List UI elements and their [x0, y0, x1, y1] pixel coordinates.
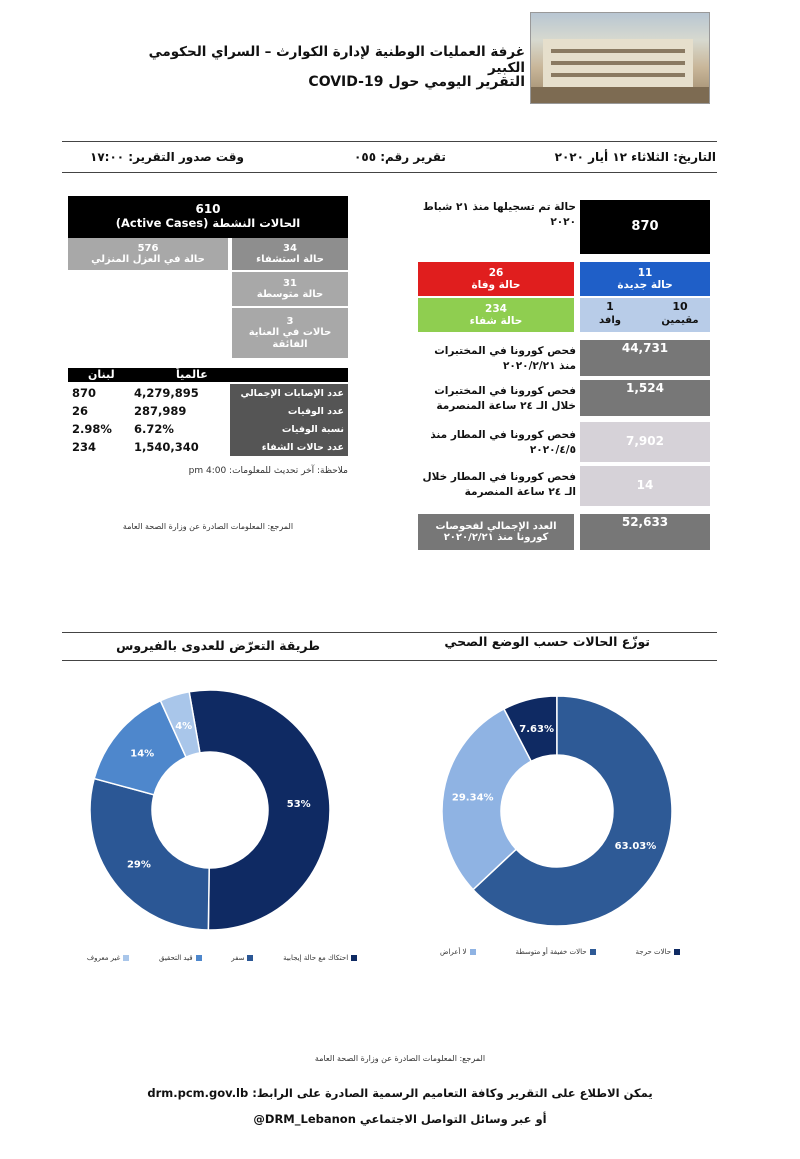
moderate-box	[232, 272, 348, 306]
active-cases-box	[68, 196, 348, 238]
header-title: غرفة العمليات الوطنية لإدارة الكوارث – السراي الحكومي الكبير	[148, 44, 525, 76]
stats-header	[68, 368, 348, 382]
stat-global: 287,989	[134, 404, 187, 418]
donut-slice-0-0	[189, 690, 330, 930]
stat-label: عدد حالات الشفاء	[230, 438, 348, 456]
test-value: 1,524	[580, 380, 710, 416]
grand-serail-photo	[530, 12, 710, 104]
new-cases-box	[580, 262, 710, 296]
donut-label-0-3: 4%	[175, 720, 193, 732]
test-label: فحص كورونا في المطار منذ ٢٠٢٠/٤/٥	[430, 429, 576, 456]
recovered-box	[418, 298, 574, 332]
new-cases-label: حالة جديدة	[617, 279, 673, 291]
stat-global: 1,540,340	[134, 440, 199, 454]
legend-item-0-3	[87, 952, 130, 964]
legend-label: حالات خفيفة أو متوسطة	[515, 948, 587, 956]
charts-divider	[62, 632, 717, 633]
legend-label: لا أعراض	[439, 948, 467, 956]
test-value: 14	[580, 466, 710, 506]
table-row	[68, 438, 348, 456]
stats-header-lebanon: لبنان	[88, 368, 115, 381]
legend-swatch	[674, 949, 680, 955]
stat-lebanon: 26	[72, 404, 89, 418]
test-total-label: العدد الإجمالي لفحوصات كورونا منذ ٢٠٢٠/٢/٢١	[418, 514, 574, 550]
deaths-box	[418, 262, 574, 296]
critical-value: 3	[286, 315, 294, 327]
footer-source: المرجع: المعلومات الصادرة عن وزارة الصحة العامة	[314, 1054, 486, 1063]
legend-label: حالات حرجة	[635, 948, 672, 956]
legend-label: قيد التحقيق	[158, 954, 193, 962]
residents-arrivals-box	[580, 298, 710, 332]
new-cases-value: 11	[637, 266, 653, 279]
hospitalized-box	[232, 238, 348, 270]
deaths-value: 26	[488, 266, 504, 279]
legend-item-0-1	[231, 952, 253, 964]
donut-label-0-2: 14%	[130, 748, 155, 760]
meta-divider	[62, 172, 717, 173]
legend-label: غير معروف	[86, 954, 121, 962]
arrivals-value: 1	[606, 300, 614, 313]
donut-slice-0-1	[90, 779, 209, 930]
exposure-donut-chart	[80, 680, 340, 940]
active-cases-value: 610	[195, 202, 221, 217]
report-date: التاريخ: الثلاثاء ١٢ أيار ٢٠٢٠	[554, 150, 716, 164]
exposure-legend	[72, 952, 372, 964]
table-row	[68, 402, 348, 420]
home-isolation-box	[68, 238, 228, 270]
legend-label: احتكاك مع حالة إيجابية	[283, 954, 349, 962]
legend-item-1-2	[440, 946, 476, 958]
stats-header-global: عالمياً	[176, 368, 208, 381]
donut-label-0-0: 53%	[286, 798, 311, 810]
residents-label: مقيمين	[661, 315, 699, 326]
test-label: فحص كورونا في المطار خلال الـ ٢٤ ساعة المنصرمة	[422, 471, 576, 498]
legend-item-0-2	[159, 952, 202, 964]
total-cases-label: حالة تم تسجيلها منذ ٢١ شباط ٢٠٢٠	[422, 201, 576, 228]
legend-label: سفر	[231, 954, 245, 962]
test-label: فحص كورونا في المختبرات خلال الـ ٢٤ ساعة المنصرمة	[434, 385, 576, 412]
deaths-label: حالة وفاة	[471, 279, 521, 291]
legend-swatch	[351, 955, 357, 961]
moderate-value: 31	[283, 277, 297, 289]
recovered-value: 234	[485, 302, 507, 315]
total-cases-value: 870	[580, 200, 710, 254]
exposure-chart-title: طريقة التعرّض للعدوى بالفيروس	[116, 638, 320, 653]
stat-label: عدد الوفيات	[230, 402, 348, 420]
test-label: فحص كورونا في المختبرات منذ ٢٠٢٠/٢/٢١	[434, 345, 576, 372]
arrivals-label: وافد	[599, 315, 621, 326]
header-subtitle: التقرير اليومي حول COVID-19	[308, 74, 525, 90]
stat-label: عدد الإصابات الإجمالي	[230, 384, 348, 402]
report-number: تقرير رقم: ٠٥٥	[354, 150, 446, 164]
left-source: المرجع: المعلومات الصادرة عن وزارة الصحة العامة	[122, 522, 294, 531]
stat-lebanon: 2.98%	[72, 422, 112, 436]
stat-global: 4,279,895	[134, 386, 199, 400]
table-row	[68, 420, 348, 438]
legend-item-0-0	[283, 952, 357, 964]
test-total-value: 52,633	[580, 514, 710, 550]
footer-social-line: أو عبر وسائل التواصل الاجتماعي DRM_Lebanon@	[253, 1112, 547, 1126]
header-divider	[62, 141, 717, 142]
legend-swatch	[247, 955, 253, 961]
donut-label-1-2: 29.34%	[451, 792, 494, 804]
table-row	[68, 384, 348, 402]
legend-swatch	[470, 949, 476, 955]
donut-label-1-0: 7.63%	[519, 723, 555, 735]
status-donut-chart	[432, 686, 682, 936]
home-isolation-label: حالة في العزل المنزلي	[91, 254, 205, 265]
home-isolation-value: 576	[137, 242, 159, 254]
legend-swatch	[590, 949, 596, 955]
report-issue-time: وقت صدور التقرير: ١٧:٠٠	[90, 150, 244, 164]
legend-swatch	[123, 955, 129, 961]
recovered-label: حالة شفاء	[469, 315, 523, 327]
status-chart-title: توزّع الحالات حسب الوضع الصحي	[444, 634, 650, 649]
critical-box	[232, 308, 348, 358]
status-legend	[420, 946, 700, 958]
legend-swatch	[196, 955, 202, 961]
update-note: ملاحظة: آخر تحديث للمعلومات: 4:00 pm	[188, 466, 348, 476]
hospitalized-label: حالة استشفاء	[256, 254, 324, 265]
charts-title-divider	[62, 660, 717, 661]
test-value: 7,902	[580, 422, 710, 462]
test-value: 44,731	[580, 340, 710, 376]
footer-link-line: يمكن الاطلاع على التقرير وكافة التعاميم الرسمية الصادرة على الرابط: drm.pcm.gov.lb	[147, 1086, 653, 1100]
stat-global: 6.72%	[134, 422, 174, 436]
donut-label-0-1: 29%	[126, 859, 151, 871]
residents-value: 10	[672, 300, 688, 313]
donut-label-1-1: 63.03%	[614, 840, 657, 852]
moderate-label: حالة متوسطة	[256, 289, 324, 300]
critical-label: حالات في العناية الفائقة	[248, 327, 332, 350]
stat-lebanon: 870	[72, 386, 97, 400]
stats-table	[68, 384, 348, 456]
active-cases-label: الحالات النشطة (Active Cases)	[115, 216, 301, 231]
stat-label: نسبة الوفيات	[230, 420, 348, 438]
hospitalized-value: 34	[283, 242, 297, 254]
legend-item-1-1	[515, 946, 595, 958]
legend-item-1-0	[635, 946, 680, 958]
stat-lebanon: 234	[72, 440, 97, 454]
